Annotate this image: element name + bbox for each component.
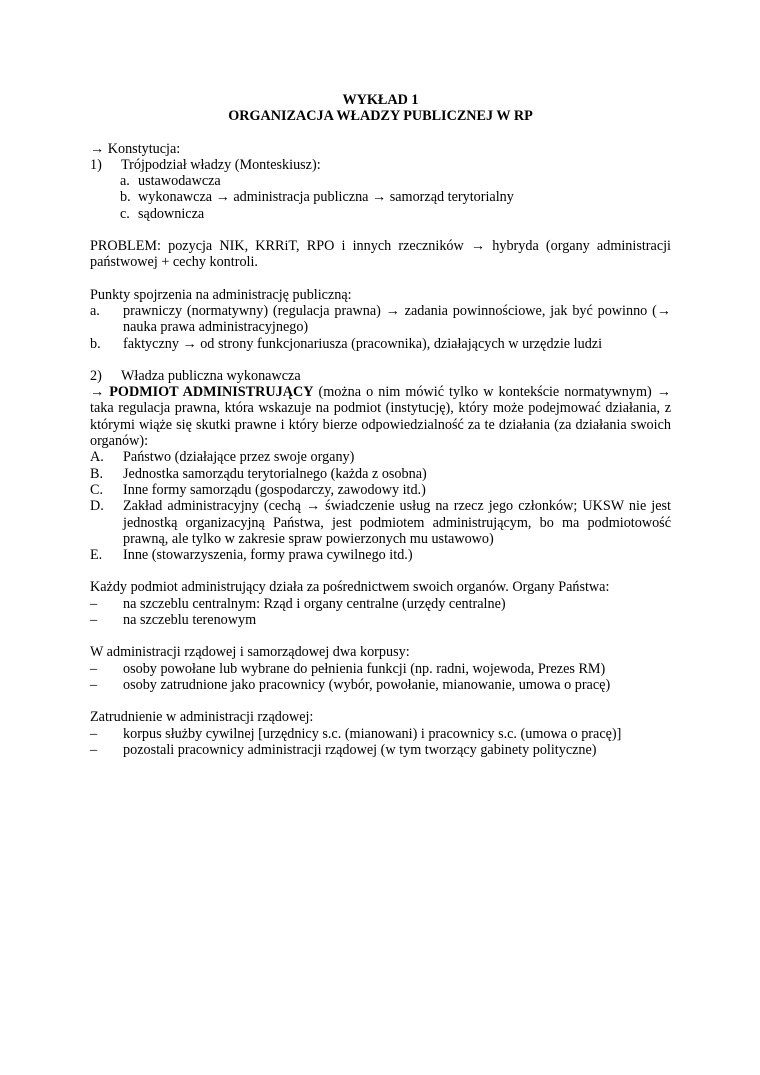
list-item (90, 157, 671, 173)
item-text: wykonawcza → administracja publiczna → samorząd terytorialny (138, 189, 514, 206)
item-marker: – (90, 595, 98, 612)
item-marker: D. (90, 498, 104, 515)
list-item (120, 173, 671, 189)
bold-term: PODMIOT ADMINISTRUJĄCY (109, 384, 314, 401)
document-content (90, 92, 671, 758)
item-text: Trójpodział władzy (Monteskiusz): (121, 156, 321, 173)
list-item (90, 449, 671, 465)
list-item (90, 726, 671, 742)
list-item (90, 303, 671, 336)
item-number: 1) (90, 156, 102, 173)
item-text: osoby powołane lub wybrane do pełnienia funkcji (np. radni, wojewoda, Prezes RM) (123, 660, 606, 677)
item-text: Państwo (działające przez swoje organy) (123, 449, 355, 466)
podmiot-definition (90, 384, 671, 449)
list-item (90, 336, 671, 352)
definition-text: (można o nim mówić tylko w kontekście normatywnym) → taka regulacja prawna, która wskazuje na podmiot (instytucję), który może podejmować działania, z którymi wiąże się skutki prawne i który bierze odpowiedzialność za te działania (za działania swoich organów): (90, 384, 671, 450)
item-marker: – (90, 660, 98, 677)
item-text: Jednostka samorządu terytorialnego (każda z osobna) (123, 465, 427, 482)
list-item (90, 547, 671, 563)
lecture-title: ORGANIZACJA WŁADZY PUBLICZNEJ W RP (228, 108, 533, 125)
item-number: 2) (90, 367, 102, 384)
list-item (90, 498, 671, 547)
list-item (90, 368, 671, 384)
item-text: Inne formy samorządu (gospodarczy, zawodowy itd.) (123, 481, 426, 498)
item-marker: – (90, 725, 98, 742)
item-text: Władza publiczna wykonawcza (121, 367, 301, 384)
item-marker: – (90, 676, 98, 693)
item-marker: A. (90, 449, 104, 466)
item-marker: a. (120, 173, 130, 190)
item-marker: b. (90, 335, 101, 352)
list-item (90, 742, 671, 758)
problem-paragraph: PROBLEM: pozycja NIK, KRRiT, RPO i innych rzeczników → hybryda (organy administracji państwowej + cechy kontroli. (90, 238, 671, 271)
item-marker: – (90, 612, 98, 629)
item-text: ustawodawcza (138, 173, 221, 190)
punkty-intro: Punkty spojrzenia na administrację publiczną: (90, 286, 352, 303)
item-text: pozostali pracownicy administracji rządowej (w tym tworzący gabinety polityczne) (123, 741, 597, 758)
list-item (90, 466, 671, 482)
list-item (120, 189, 671, 205)
item-marker: B. (90, 465, 104, 482)
item-marker: C. (90, 481, 104, 498)
korpusy-intro: W administracji rządowej i samorządowej dwa korpusy: (90, 644, 410, 661)
item-text: faktyczny → od strony funkcjonariusza (pracownika), działających w urzędzie ludzi (123, 335, 603, 352)
item-marker: a. (90, 302, 100, 319)
item-marker: c. (120, 205, 130, 222)
zatrudnienie-intro: Zatrudnienie w administracji rządowej: (90, 709, 314, 726)
arrow-glyph: → (90, 384, 110, 401)
konstytucja-intro: → Konstytucja: (90, 140, 181, 157)
list-item (90, 596, 671, 612)
list-item (90, 482, 671, 498)
item-text: sądownicza (138, 205, 205, 222)
item-text: korpus służby cywilnej [urzędnicy s.c. (mianowani) i pracownicy s.c. (umowa o pracę)] (123, 725, 622, 742)
item-text: osoby zatrudnione jako pracownicy (wybór, powołanie, mianowanie, umowa o pracę) (123, 676, 611, 693)
item-text: Inne (stowarzyszenia, formy prawa cywilnego itd.) (123, 547, 413, 564)
item-marker: E. (90, 547, 103, 564)
item-text: na szczeblu centralnym: Rząd i organy centralne (urzędy centralne) (123, 595, 506, 612)
list-item (90, 661, 671, 677)
list-item (90, 612, 671, 628)
item-marker: b. (120, 189, 131, 206)
list-item (120, 206, 671, 222)
item-text: prawniczy (normatywny) (regulacja prawna) → zadania powinnościowe, jak być powinno (→ nauka prawa administracyjnego) (123, 302, 671, 336)
item-text: na szczeblu terenowym (123, 612, 257, 629)
organy-intro: Każdy podmiot administrujący działa za pośrednictwem swoich organów. Organy Państwa: (90, 579, 610, 596)
sublist (90, 173, 671, 222)
item-marker: – (90, 741, 98, 758)
item-text: Zakład administracyjny (cechą → świadczenie usług na rzecz jego członków; UKSW nie jest jednostką organizacyjną Państwa, jest podmiotem administrującym, bo ma podmiotowość prawną, ale tylko w zakresie spraw powierzonych mu ustawowo) (123, 498, 671, 547)
list-item (90, 677, 671, 693)
lecture-number: WYKŁAD 1 (342, 92, 419, 108)
